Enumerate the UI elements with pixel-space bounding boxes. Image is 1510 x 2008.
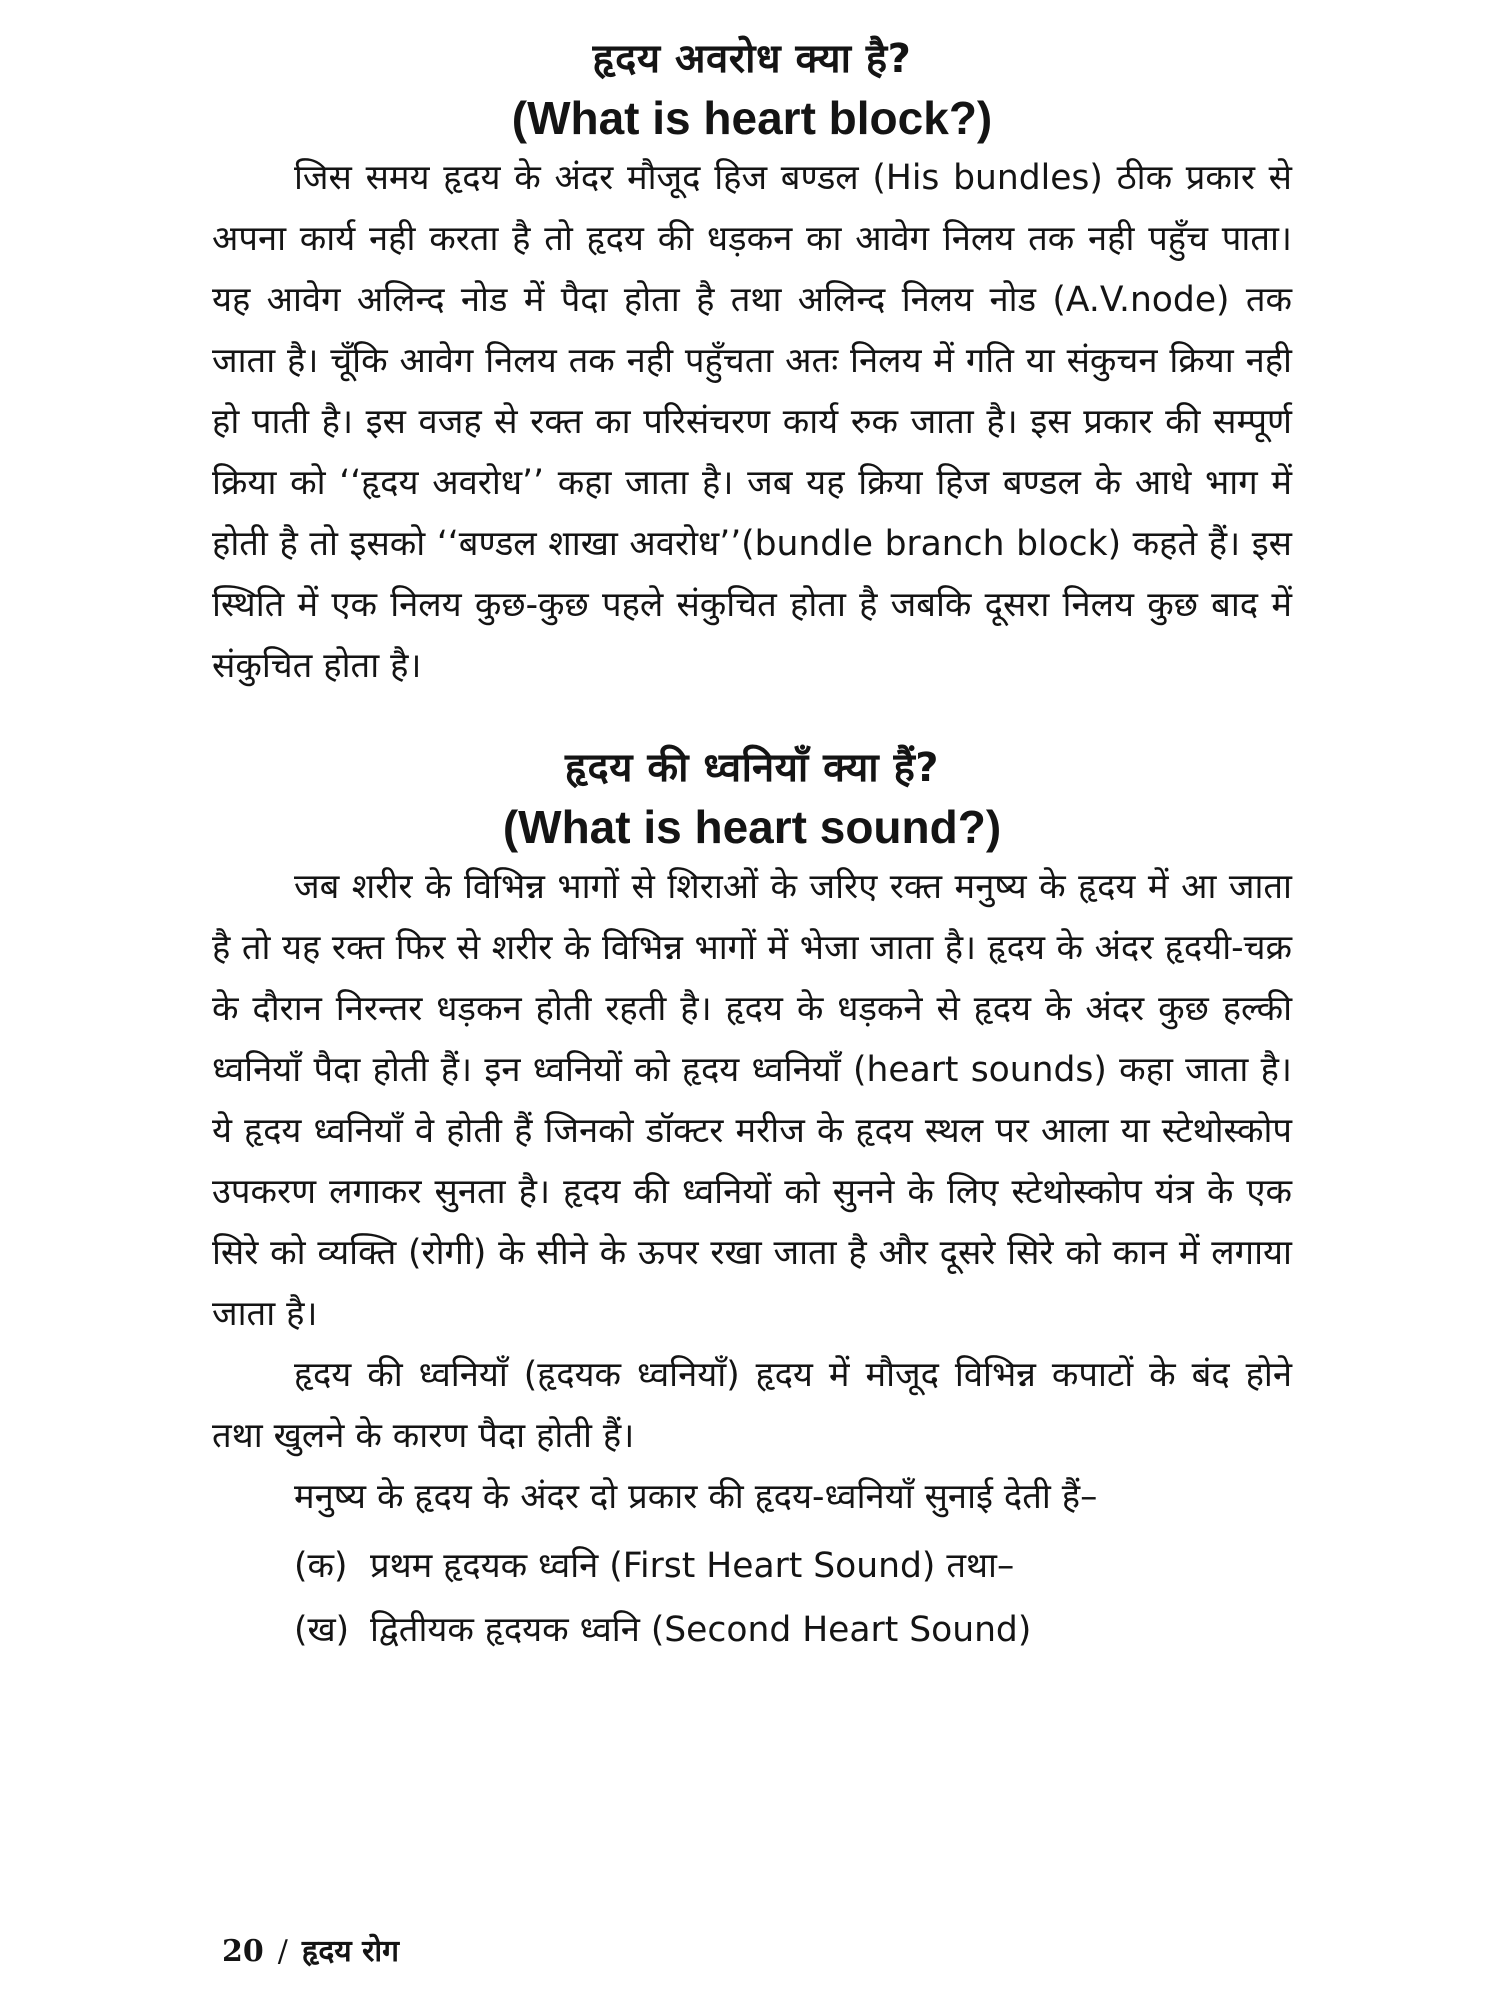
heart-sound-list <box>212 1534 1292 1662</box>
heading-hindi: हृदय अवरोध क्या है? <box>592 36 912 82</box>
list-item-marker: (ख) <box>294 1610 350 1650</box>
paragraph-heart-sound-3: मनुष्य के हृदय के अंदर दो प्रकार की हृदय-ध्वनियाँ सुनाई देती हैं– <box>294 1477 1098 1517</box>
paragraph-heart-block: जिस समय हृदय के अंदर मौजूद हिज बण्डल (His bundles) ठीक प्रकार से अपना कार्य नही करता है तो हृदय की धड़कन का आवेग निलय तक नही पहुँच पाता। यह आवेग अलिन्द नोड में पैदा होता है तथा अलिन्द निलय नोड (A.V.node) तक जाता है। चूँकि आवेग निलय तक नही पहुँचता अतः निलय में गति या संकुचन क्रिया नही हो पाती है। इस वजह से रक्त का परिसंचरण कार्य रुक जाता है। इस प्रकार की सम्पूर्ण क्रिया को ‘‘हृदय अवरोध’’ कहा जाता है। जब यह क्रिया हिज बण्डल के आधे भाग में होती है तो इसको ‘‘बण्डल शाखा अवरोध’’(bundle branch block) कहते हैं। इस स्थिति में एक निलय कुछ-कुछ पहले संकुचित होता है जबकि दूसरा निलय कुछ बाद में संकुचित होता है। <box>212 158 1292 686</box>
footer-separator: / <box>277 1934 288 1969</box>
book-title: हृदय रोग <box>301 1934 400 1969</box>
section-heading-heart-sound <box>212 739 1292 857</box>
list-item-text: प्रथम हृदयक ध्वनि (First Heart Sound) तथा– <box>370 1546 1015 1586</box>
heading-english: (What is heart sound?) <box>502 801 1002 853</box>
section-heading-heart-block <box>212 30 1292 148</box>
heading-hindi: हृदय की ध्वनियाँ क्या हैं? <box>564 745 940 791</box>
list-item <box>294 1598 1292 1662</box>
document-page <box>212 30 1292 1980</box>
list-item <box>294 1534 1292 1598</box>
paragraph-heart-sound-2: हृदय की ध्वनियाँ (हृदयक ध्वनियाँ) हृदय में मौजूद विभिन्न कपाटों के बंद होने तथा खुलने के कारण पैदा होती हैं। <box>212 1355 1292 1456</box>
heading-english: (What is heart block?) <box>511 92 993 144</box>
page-number: 20 <box>222 1934 264 1969</box>
page-footer <box>222 1932 399 1972</box>
paragraph-heart-sound-1: जब शरीर के विभिन्न भागों से शिराओं के जरिए रक्त मनुष्य के हृदय में आ जाता है तो यह रक्त फिर से शरीर के विभिन्न भागों में भेजा जाता है। हृदय के अंदर हृदयी-चक्र के दौरान निरन्तर धड़कन होती रहती है। हृदय के धड़कने से हृदय के अंदर कुछ हल्की ध्वनियाँ पैदा होती हैं। इन ध्वनियों को हृदय ध्वनियाँ (heart sounds) कहा जाता है। ये हृदय ध्वनियाँ वे होती हैं जिनको डॉक्टर मरीज के हृदय स्थल पर आला या स्टेथोस्कोप उपकरण लगाकर सुनता है। हृदय की ध्वनियों को सुनने के लिए स्टेथोस्कोप यंत्र के एक सिरे को व्यक्ति (रोगी) के सीने के ऊपर रखा जाता है और दूसरे सिरे को कान में लगाया जाता है। <box>212 867 1292 1334</box>
list-item-text: द्वितीयक हृदयक ध्वनि (Second Heart Sound) <box>370 1610 1032 1650</box>
list-item-marker: (क) <box>294 1546 348 1586</box>
